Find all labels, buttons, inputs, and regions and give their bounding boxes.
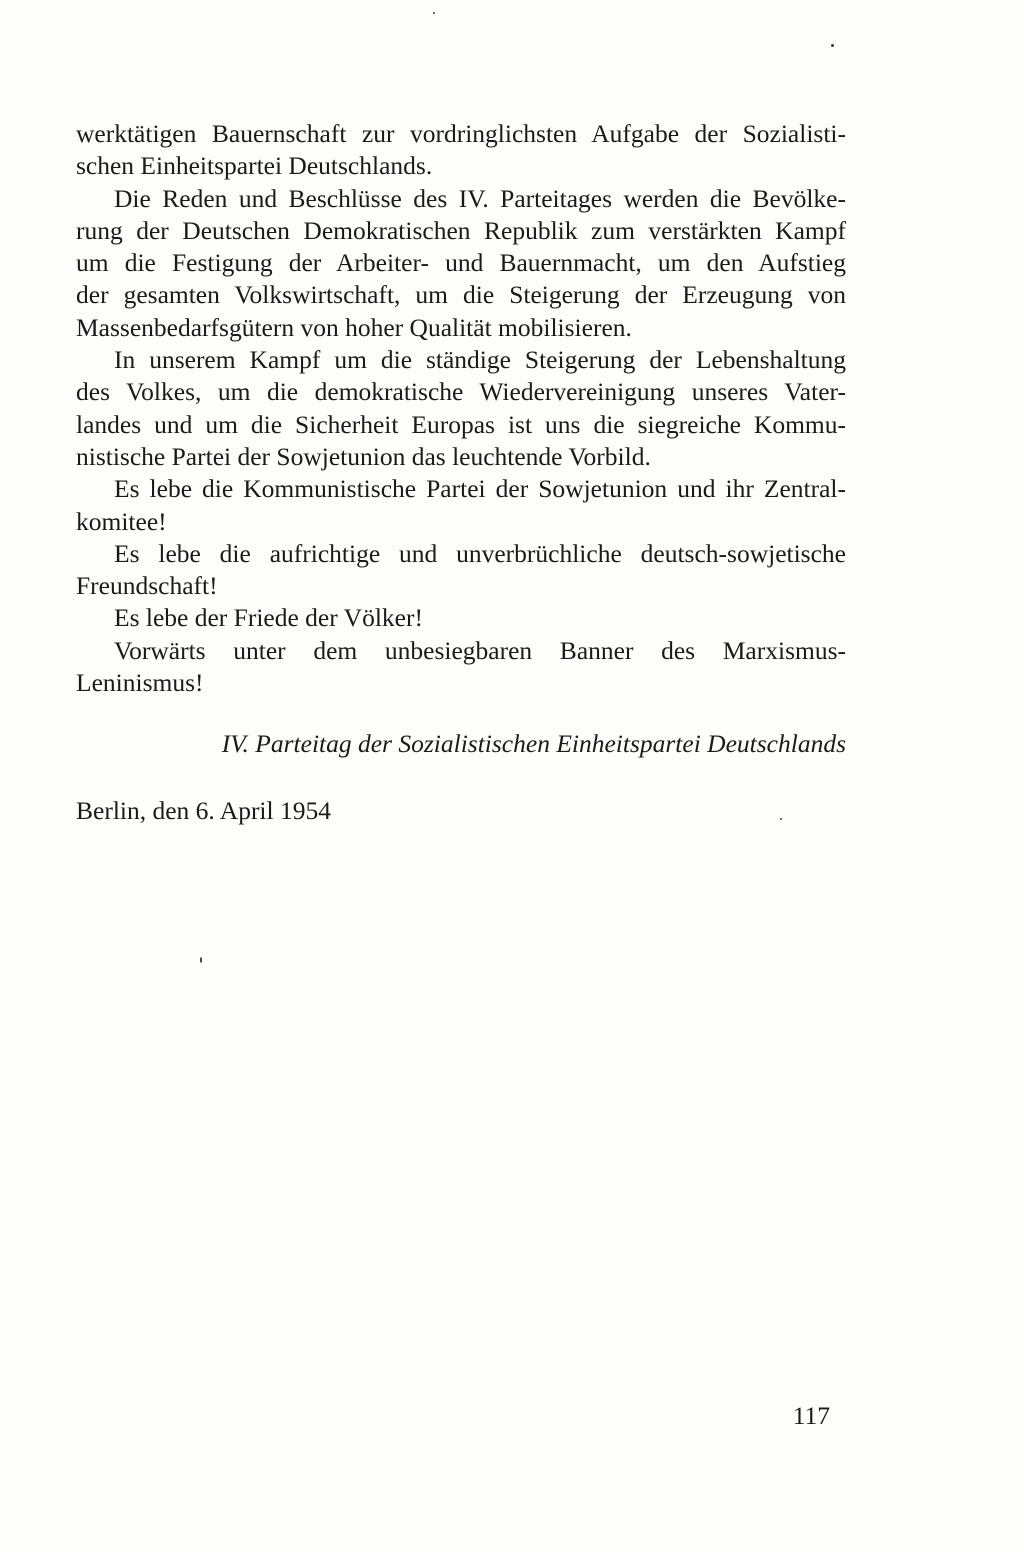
text-line: In unserem Kampf um die ständige Steigerung der Lebenshaltung <box>114 345 846 375</box>
text-line: Leninismus! <box>76 668 204 698</box>
text-line: Vorwärts unter dem unbesiegbaren Banner des Marxismus- <box>114 635 846 665</box>
text-line: Es lebe die Kommunistische Partei der Sowjetunion und ihr Zentral- <box>114 474 846 504</box>
text-line: Die Reden und Beschlüsse des IV. Parteitages werden die Bevölke- <box>114 183 846 213</box>
text-line: rung der Deutschen Demokratischen Republik zum verstärkten Kampf <box>76 215 846 245</box>
text-line: landes und um die Sicherheit Europas ist uns die siegreiche Kommu- <box>76 409 846 439</box>
text-line: Es lebe der Friede der Völker! <box>114 603 423 633</box>
page-number: 117 <box>792 1401 830 1430</box>
text-line: Es lebe die aufrichtige und unverbrüchliche deutsch-sowjetische <box>114 538 846 568</box>
body-text <box>76 118 846 699</box>
text-line: Freundschaft! <box>76 571 218 601</box>
text-line: um die Festigung der Arbeiter- und Bauernmacht, um den Aufstieg <box>76 248 846 278</box>
text-line: des Volkes, um die demokratische Wiedervereinigung unseres Vater- <box>76 377 846 407</box>
print-speck <box>780 818 782 820</box>
text-line: der gesamten Volkswirtschaft, um die Steigerung der Erzeugung von <box>76 280 846 310</box>
text-line: schen Einheitspartei Deutschlands. <box>76 151 433 181</box>
text-line: Massenbedarfsgütern von hoher Qualität mobilisieren. <box>76 312 632 342</box>
signature-line: IV. Parteitag der Sozialistischen Einheitspartei Deutschlands <box>221 729 846 758</box>
print-speck <box>831 44 834 47</box>
text-line: nistische Partei der Sowjetunion das leuchtende Vorbild. <box>76 441 651 471</box>
text-line: komitee! <box>76 506 167 536</box>
print-speck <box>433 12 435 14</box>
text-line: werktätigen Bauernschaft zur vordringlichsten Aufgabe der Sozialisti- <box>76 119 846 148</box>
date-line: Berlin, den 6. April 1954 <box>76 796 331 825</box>
print-speck <box>200 957 202 963</box>
